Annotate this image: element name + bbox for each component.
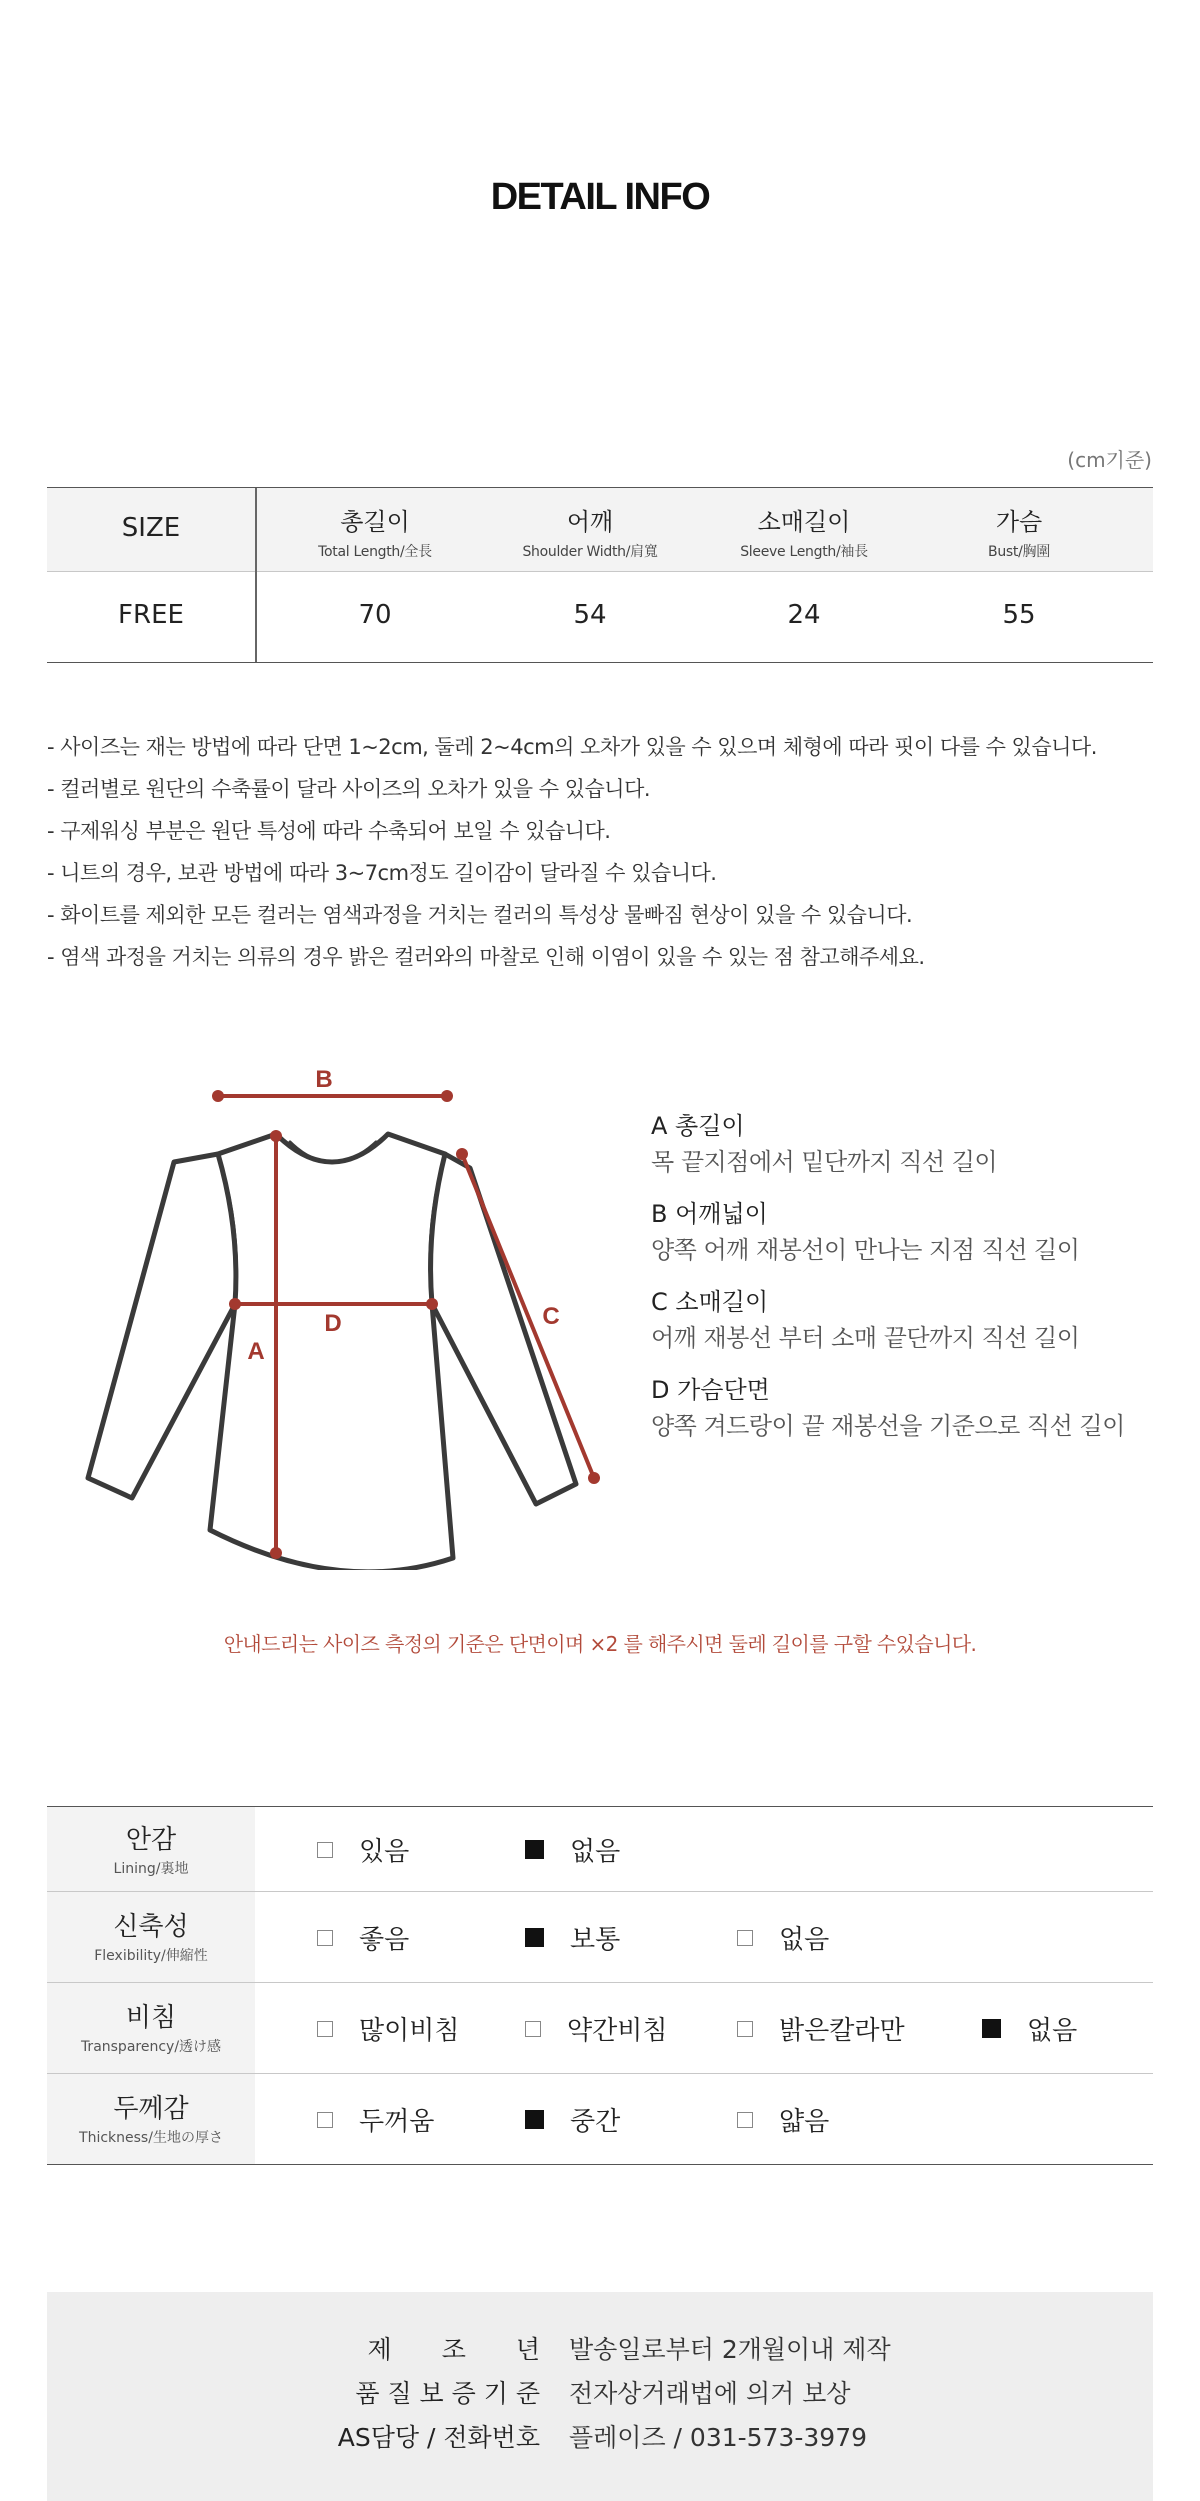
attr-label bbox=[47, 1892, 255, 1982]
option-label: 좋음 bbox=[359, 1925, 410, 1955]
measure-dot bbox=[456, 1148, 468, 1160]
measure-dot bbox=[426, 1298, 438, 1310]
note-item: - 컬러별로 원단의 수축률이 달라 사이즈의 오차가 있을 수 있습니다. bbox=[47, 777, 651, 801]
marker-d: D bbox=[324, 1310, 342, 1337]
attr-option bbox=[317, 1831, 409, 1868]
attr-label bbox=[47, 1983, 255, 2073]
column-bust bbox=[919, 502, 1119, 561]
attr-option bbox=[737, 2010, 905, 2047]
marker-c: C bbox=[542, 1303, 560, 1330]
size-value: 54 bbox=[573, 600, 607, 630]
note-item: - 구제워싱 부분은 원단 특성에 따라 수축되어 보일 수 있습니다. bbox=[47, 819, 611, 843]
attr-label-ko: 두께감 bbox=[113, 2094, 189, 2124]
option-label: 중간 bbox=[570, 2107, 621, 2137]
checkbox-checked-icon bbox=[525, 2110, 544, 2129]
attr-option bbox=[737, 2101, 829, 2138]
attr-row-lining bbox=[47, 1807, 1153, 1892]
option-label: 없음 bbox=[570, 1837, 621, 1867]
footer-key: AS담당 / 전화번호 bbox=[337, 2423, 540, 2452]
legend-desc: 목 끝지점에서 밑단까지 직선 길이 bbox=[651, 1148, 998, 1176]
measure-dot bbox=[441, 1090, 453, 1102]
attr-option bbox=[317, 2101, 434, 2138]
column-en: Shoulder Width/肩寬 bbox=[522, 544, 658, 560]
column-en: Bust/胸圍 bbox=[988, 544, 1050, 560]
attr-row-thickness bbox=[47, 2074, 1153, 2164]
measurement-note: 안내드리는 사이즈 측정의 기준은 단면이며 ×2 를 해주시면 둘레 길이를 구할 수있습니다. bbox=[223, 1632, 977, 1656]
legend-desc: 양쪽 어깨 재봉선이 만나는 지점 직선 길이 bbox=[651, 1236, 1080, 1264]
size-header-label: SIZE bbox=[121, 513, 181, 543]
size-notes bbox=[47, 726, 1167, 978]
measure-dot bbox=[588, 1472, 600, 1484]
measure-line-c bbox=[462, 1154, 594, 1478]
attr-label-en: Lining/裏地 bbox=[113, 1861, 189, 1877]
column-en: Sleeve Length/袖長 bbox=[740, 544, 868, 560]
attr-label bbox=[47, 2074, 255, 2164]
option-label: 두꺼움 bbox=[359, 2107, 435, 2137]
option-label: 없음 bbox=[1027, 2016, 1078, 2046]
column-ko: 어깨 bbox=[566, 508, 614, 536]
page-title: DETAIL INFO bbox=[490, 176, 710, 218]
column-ko: 가슴 bbox=[995, 508, 1043, 536]
option-label: 많이비침 bbox=[359, 2016, 460, 2046]
checkbox-checked-icon bbox=[525, 1840, 544, 1859]
attr-label-en: Thickness/生地の厚さ bbox=[79, 2130, 223, 2146]
measure-dot bbox=[212, 1090, 224, 1102]
legend-item-a bbox=[651, 1108, 1171, 1180]
column-ko: 총길이 bbox=[340, 508, 410, 536]
attr-label-ko: 비침 bbox=[125, 2003, 177, 2033]
option-label: 보통 bbox=[570, 1925, 621, 1955]
attr-row-transparency bbox=[47, 1983, 1153, 2074]
column-en: Total Length/全長 bbox=[318, 544, 432, 560]
marker-b: B bbox=[315, 1066, 333, 1093]
fabric-attributes-table bbox=[47, 1806, 1153, 2165]
legend-title: A 총길이 bbox=[651, 1112, 745, 1140]
footer-value: 전자상거래법에 의거 보상 bbox=[569, 2379, 851, 2408]
unit-note: (cm기준) bbox=[1067, 448, 1152, 472]
attr-option bbox=[317, 2010, 459, 2047]
shirt-outline bbox=[88, 1134, 576, 1570]
note-item: - 니트의 경우, 보관 방법에 따라 3~7cm정도 길이감이 달라질 수 있습니다. bbox=[47, 861, 717, 885]
checkbox-empty-icon bbox=[737, 1930, 753, 1946]
column-total-length bbox=[275, 502, 475, 561]
measurement-legend bbox=[651, 1108, 1171, 1460]
legend-title: B 어깨넓이 bbox=[651, 1200, 768, 1228]
attr-option bbox=[525, 2010, 667, 2047]
column-ko: 소매길이 bbox=[757, 508, 851, 536]
footer-key: 품 질 보 증 기 준 bbox=[355, 2379, 540, 2408]
checkbox-empty-icon bbox=[317, 1842, 333, 1858]
attr-row-flexibility bbox=[47, 1892, 1153, 1983]
note-item: - 화이트를 제외한 모든 컬러는 염색과정을 거치는 컬러의 특성상 물빠짐 현상이 있을 수 있습니다. bbox=[47, 903, 913, 927]
checkbox-checked-icon bbox=[525, 1928, 544, 1947]
size-value: 24 bbox=[787, 600, 821, 630]
column-shoulder bbox=[490, 502, 690, 561]
attr-option bbox=[737, 1919, 829, 1956]
option-label: 밝은칼라만 bbox=[779, 2016, 905, 2046]
note-item: - 사이즈는 재는 방법에 따라 단면 1~2cm, 둘레 2~4cm의 오차가 있을 수 있으며 체형에 따라 핏이 다를 수 있습니다. bbox=[47, 735, 1097, 759]
attr-label-ko: 신축성 bbox=[113, 1912, 189, 1942]
measure-dot bbox=[270, 1130, 282, 1142]
size-table bbox=[47, 487, 1153, 663]
legend-desc: 양쪽 겨드랑이 끝 재봉선을 기준으로 직선 길이 bbox=[651, 1412, 1125, 1440]
column-sleeve-length bbox=[704, 502, 904, 561]
garment-measurement-diagram bbox=[70, 1050, 630, 1570]
checkbox-empty-icon bbox=[737, 2112, 753, 2128]
option-label: 있음 bbox=[359, 1837, 410, 1867]
legend-item-d bbox=[651, 1372, 1171, 1444]
attr-label-ko: 안감 bbox=[125, 1825, 177, 1855]
checkbox-empty-icon bbox=[317, 2112, 333, 2128]
measure-dot bbox=[270, 1547, 282, 1559]
checkbox-empty-icon bbox=[525, 2021, 541, 2037]
legend-item-b bbox=[651, 1196, 1171, 1268]
legend-title: D 가슴단면 bbox=[651, 1376, 770, 1404]
legend-desc: 어깨 재봉선 부터 소매 끝단까지 직선 길이 bbox=[651, 1324, 1080, 1352]
attr-option bbox=[525, 1831, 620, 1868]
footer-value: 플레이즈 / 031-573-3979 bbox=[569, 2423, 868, 2452]
size-row-label: FREE bbox=[118, 600, 184, 630]
attr-option bbox=[525, 2101, 620, 2138]
attr-label-en: Transparency/透け感 bbox=[80, 2039, 222, 2055]
marker-a: A bbox=[247, 1338, 265, 1365]
attr-option bbox=[525, 1919, 620, 1956]
legend-item-c bbox=[651, 1284, 1171, 1356]
measure-dot bbox=[229, 1298, 241, 1310]
attr-option bbox=[982, 2010, 1077, 2047]
option-label: 얇음 bbox=[779, 2107, 830, 2137]
checkbox-empty-icon bbox=[317, 1930, 333, 1946]
checkbox-empty-icon bbox=[317, 2021, 333, 2037]
attr-option bbox=[317, 1919, 409, 1956]
checkbox-checked-icon bbox=[982, 2019, 1001, 2038]
footer-value: 발송일로부터 2개월이내 제작 bbox=[569, 2335, 891, 2364]
attr-label bbox=[47, 1807, 255, 1891]
size-value: 55 bbox=[1002, 600, 1036, 630]
size-table-divider bbox=[255, 488, 257, 662]
checkbox-empty-icon bbox=[737, 2021, 753, 2037]
legend-title: C 소매길이 bbox=[651, 1288, 769, 1316]
option-label: 약간비침 bbox=[567, 2016, 668, 2046]
product-info-footer bbox=[47, 2292, 1153, 2501]
option-label: 없음 bbox=[779, 1925, 830, 1955]
size-value: 70 bbox=[358, 600, 392, 630]
footer-key: 제 조 년 bbox=[367, 2335, 540, 2364]
attr-label-en: Flexibility/伸縮性 bbox=[94, 1948, 208, 1964]
note-item: - 염색 과정을 거치는 의류의 경우 밝은 컬러와의 마찰로 인해 이염이 있을 수 있는 점 참고해주세요. bbox=[47, 945, 925, 969]
